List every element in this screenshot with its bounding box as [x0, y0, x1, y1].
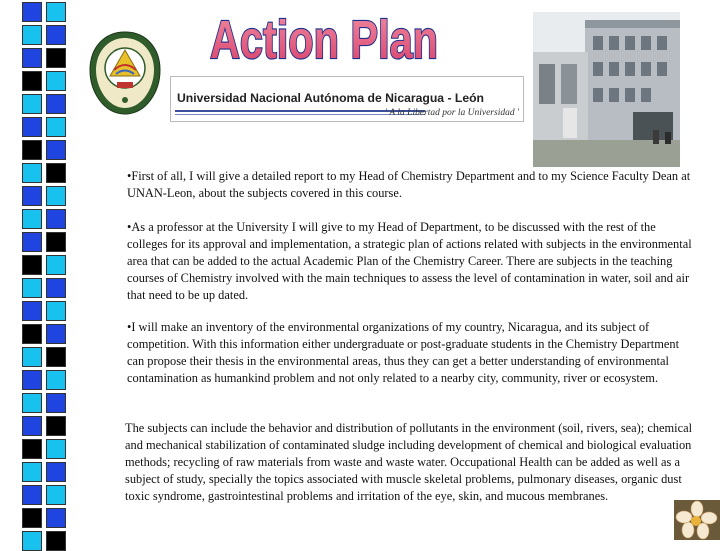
decorative-square — [22, 140, 42, 160]
decorative-square — [46, 140, 66, 160]
decorative-square — [46, 71, 66, 91]
decorative-square — [46, 186, 66, 206]
decorative-square — [46, 439, 66, 459]
title-wordart — [208, 8, 440, 68]
action-item-report: •First of all, I will give a detailed report to my Head of Chemistry Department and to my Science Faculty Dean at UNAN-Leon, about the subjects covered in this course. — [127, 169, 691, 200]
decorative-square — [22, 2, 42, 22]
decorative-square — [22, 439, 42, 459]
decorative-square — [46, 2, 66, 22]
decorative-square — [22, 370, 42, 390]
decorative-square — [22, 209, 42, 229]
decorative-square — [22, 485, 42, 505]
decorative-square — [46, 25, 66, 45]
decorative-square — [22, 347, 42, 367]
decorative-square — [46, 255, 66, 275]
decorative-square — [22, 393, 42, 413]
decorative-square — [46, 347, 66, 367]
decorative-square — [22, 255, 42, 275]
university-banner — [170, 76, 524, 122]
decorative-square — [46, 232, 66, 252]
decorative-square — [22, 508, 42, 528]
decorative-square — [22, 531, 42, 551]
decorative-square — [46, 462, 66, 482]
decorative-square — [46, 209, 66, 229]
decorative-square — [46, 485, 66, 505]
decorative-square — [46, 416, 66, 436]
decorative-square — [46, 163, 66, 183]
decorative-square — [46, 94, 66, 114]
decorative-square — [46, 48, 66, 68]
subjects-paragraph: The subjects can include the behavior and distribution of pollutants in the environment (soil, rivers, sea); chemical and mechanical stabilization of contaminated sludge including development of chemical and biological evaluation methods; recycling of raw materials from waste and waste water. Occupational Health can be added as well as a subject of study, specially the topics associated with muscle skeletal problems, pulmonary diseases, organic dust toxic syndrome, gastrointestinal problems and irritation of the eye, skin, and mucous membranes. — [125, 421, 693, 503]
decorative-square — [46, 117, 66, 137]
decorative-square-column — [0, 0, 66, 540]
decorative-square — [46, 324, 66, 344]
decorative-square — [22, 232, 42, 252]
flower-decoration-icon — [674, 500, 720, 540]
decorative-square — [46, 508, 66, 528]
decorative-square — [22, 416, 42, 436]
decorative-square — [22, 117, 42, 137]
university-building-photo — [533, 12, 680, 167]
decorative-square — [22, 324, 42, 344]
decorative-square — [46, 278, 66, 298]
decorative-square — [46, 531, 66, 551]
action-item-inventory: •I will make an inventory of the environmental organizations of my country, Nicaragua, and its subject of competition. With this information either undergraduate or post-graduate students in the Chemistry Department can propose their thesis in the environmental areas, thus they can get a better understanding of environmental contamination as humankind problem and not only related to a nearby city, community, river or ecosystem. — [127, 320, 680, 385]
university-seal-icon — [88, 30, 162, 116]
decorative-square — [22, 163, 42, 183]
university-motto: ' A la Libertad por la Universidad ' — [385, 108, 519, 118]
decorative-square — [46, 370, 66, 390]
decorative-square — [22, 462, 42, 482]
decorative-square — [22, 71, 42, 91]
decorative-square — [22, 94, 42, 114]
action-item-strategic-plan: •As a professor at the University I will give to my Head of Department, to be discussed with the rest of the colleges for its approval and implementation, a strategic plan of actions related with subjects in the environmental area that can be added to the actual Academic Plan of the Chemistry Career. There are subjects in the teaching courses of Chemistry involved with the main techniques to assess the level of contamination in water, soil and air that need to be up dated. — [127, 220, 692, 302]
decorative-square — [22, 186, 42, 206]
decorative-square — [22, 48, 42, 68]
decorative-square — [22, 278, 42, 298]
decorative-square — [22, 25, 42, 45]
university-name: Universidad Nacional Autónoma de Nicaragua - León — [177, 91, 485, 105]
decorative-square — [46, 393, 66, 413]
decorative-square — [46, 301, 66, 321]
page-title: Action Plan — [210, 10, 438, 70]
decorative-square — [22, 301, 42, 321]
